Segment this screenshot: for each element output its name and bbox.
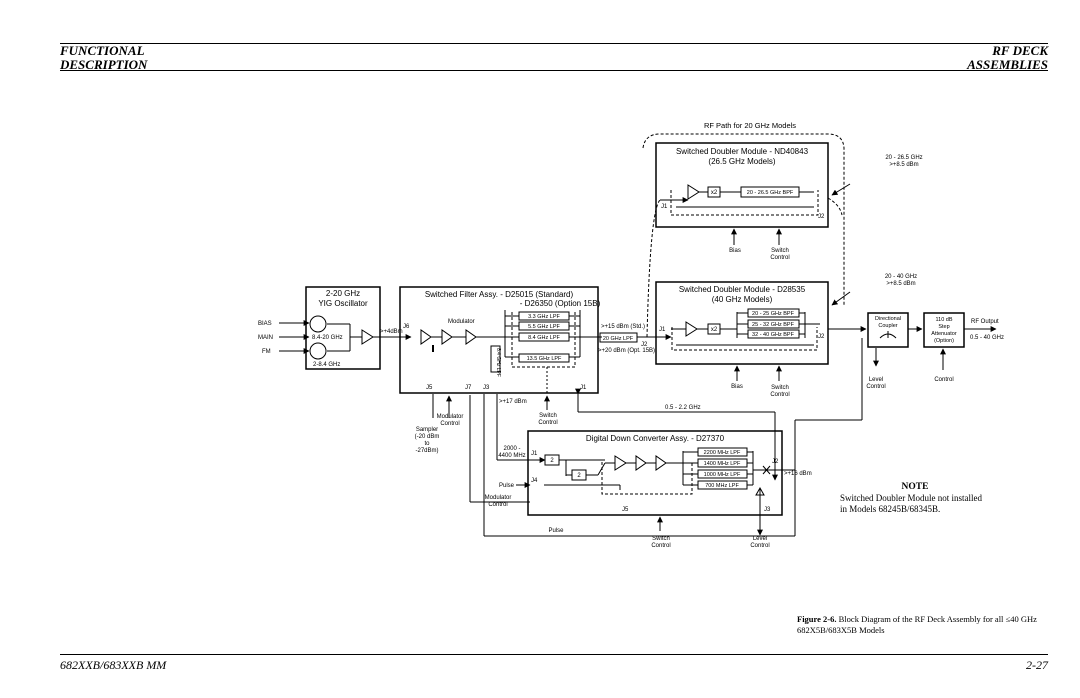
d2-bpf2-label: 25 - 32 GHz BPF <box>752 322 794 328</box>
atten-l1: 110 dB <box>935 317 953 323</box>
note-box <box>840 482 1030 515</box>
sf-title1: Switched Filter Assy. - D25015 (Standard) <box>424 290 574 299</box>
rf-path-label: RF Path for 20 GHz Models <box>703 121 797 130</box>
sf-lpf-out-label: 20 GHz LPF <box>602 336 634 342</box>
sf-out1: >+15 dBm (Std.) <box>601 324 646 330</box>
ddc-in2: 4400 MHz <box>498 453 526 459</box>
coupler-lvl2: Control <box>866 384 886 390</box>
ddc-lpf2-label: 1400 MHz LPF <box>703 461 741 467</box>
header-left-line1: FUNCTIONAL <box>60 43 145 58</box>
sf-sampler1: Sampler <box>415 427 439 433</box>
header-right-line2: ASSEMBLIES <box>967 57 1048 72</box>
yig-band2: 2-8.4 GHz <box>313 362 341 368</box>
note-title: NOTE <box>901 482 929 492</box>
d1-sw2: Control <box>770 255 790 261</box>
yig-fm-label: FM <box>262 349 271 355</box>
sf-modulator: Modulator <box>448 319 475 325</box>
sf-mod-ctrl1: Modulator <box>436 414 464 420</box>
sf-lpf4-label: 13.5 GHz LPF <box>526 356 562 362</box>
ddc-amp3-icon <box>656 456 666 470</box>
d1-bias: Bias <box>729 248 741 254</box>
ddc-lpf4-label: 700 MHz LPF <box>705 483 739 489</box>
d1-j1: J1 <box>661 204 668 210</box>
note-line2: in Models 68245B/68345B. <box>840 504 941 514</box>
d1-out2: >+8.5 dBm <box>889 162 919 168</box>
ddc-sw1: Switch <box>652 536 670 542</box>
sf-sw-ctrl1: Switch <box>539 413 557 419</box>
coupler-l2: Coupler <box>878 323 898 329</box>
yig-bias-label: BIAS <box>258 321 272 327</box>
sf-sampler4: -27dBm) <box>415 448 439 454</box>
yig-out-level: >+4dBm <box>380 329 403 335</box>
d2-x2-label: x2 <box>710 327 718 333</box>
d1-title1: Switched Doubler Module - ND40843 <box>675 147 809 156</box>
ddc-j5: J5 <box>622 507 629 513</box>
sf-j7: J7 <box>465 385 472 391</box>
sf-j6: J6 <box>403 324 410 330</box>
sf-sampler3: to <box>424 441 430 447</box>
ddc-div2-label: 2 <box>577 473 581 479</box>
yig-low-osc-icon <box>310 343 326 359</box>
sf-lpf3-label: 8.4 GHz LPF <box>528 335 560 341</box>
d2-out2: >+8.5 dBm <box>886 281 916 287</box>
sf-lpf2-label: 5.5 GHz LPF <box>528 324 560 330</box>
d1-out1: 20 - 26.5 GHz <box>885 155 923 161</box>
d2-bias: Bias <box>731 384 743 390</box>
sf-j3-level: >+17 dBm <box>499 399 527 405</box>
ddc-amp2-icon <box>636 456 646 470</box>
ddc-sw2: Control <box>651 543 671 549</box>
note-line1: Switched Doubler Module not installed <box>840 493 982 503</box>
figure-caption-text: Block Diagram of the RF Deck Assembly for all ≤40 GHz 682X5B/683X5B Models <box>797 614 1037 635</box>
sf-j1: J1 <box>580 385 587 391</box>
header-right-line1: RF DECK <box>992 43 1048 58</box>
atten-l4: (Option) <box>934 338 954 344</box>
d1-title2: (26.5 GHz Models) <box>708 157 776 166</box>
d2-out1: 20 - 40 GHz <box>884 274 918 280</box>
sf-j1-band: 0.5 - 2.2 GHz <box>665 405 701 411</box>
d1-j2: J2 <box>818 214 825 220</box>
coupler-l1: Directional <box>875 316 901 322</box>
ddc-lpf1-label: 2200 MHz LPF <box>703 450 741 456</box>
d1-x2-label: x2 <box>710 190 718 196</box>
sf-lpf1-label: 3.3 GHz LPF <box>528 314 560 320</box>
ddc-in1: 2000 - <box>503 446 521 452</box>
sf-j3: J3 <box>483 385 490 391</box>
sf-j2: J2 <box>641 342 648 348</box>
ddc-j2: J2 <box>772 459 779 465</box>
rf-output-range: 0.5 - 40 GHz <box>970 335 1005 341</box>
ddc-out: >+16 dBm <box>784 471 812 477</box>
ddc-amp1-icon <box>615 456 626 470</box>
d1-amp-icon <box>688 185 699 199</box>
yig-band1: 8.4-20 GHz <box>312 335 343 341</box>
yig-main-label: MAIN <box>258 335 273 341</box>
d2-j1: J1 <box>659 327 666 333</box>
sf-modulator-icon <box>466 330 476 344</box>
footer-model: 682XXB/683XXB MM <box>60 658 167 672</box>
ddc-j1: J1 <box>531 451 538 457</box>
sf-amp2-icon <box>442 330 452 344</box>
d2-bpf3-label: 32 - 40 GHz BPF <box>752 332 794 338</box>
ddc-pulse: Pulse <box>499 483 515 489</box>
yig-main-osc-icon <box>310 316 326 332</box>
sf-out2: >+20 dBm (Opt. 15B) <box>598 348 656 354</box>
ddc-title: Digital Down Converter Assy. - D27370 <box>585 434 725 443</box>
d2-title1: Switched Doubler Module - D28535 <box>678 285 806 294</box>
ddc-j4: J4 <box>531 478 538 484</box>
sf-amp1-icon <box>421 330 431 344</box>
atten-ctrl: Control <box>934 377 954 383</box>
d1-sw1: Switch <box>771 248 789 254</box>
ddc-div1-label: 2 <box>550 458 554 464</box>
coupler-lvl1: Level <box>868 377 884 383</box>
sf-j5: J5 <box>426 385 433 391</box>
atten-l2: Step <box>938 324 950 330</box>
d2-sw1: Switch <box>771 385 789 391</box>
d2-amp-icon <box>686 322 697 336</box>
ddc-j3: J3 <box>764 507 771 513</box>
sf-lpf-vert-label: 8.4 GHz LPF <box>495 348 501 377</box>
ddc-mod2: Control <box>488 502 508 508</box>
d2-bpf1-label: 20 - 25 GHz BPF <box>752 311 794 317</box>
d2-title2: (40 GHz Models) <box>711 295 773 304</box>
atten-l3: Attenuator <box>931 331 957 337</box>
ddc-mod1: Modulator <box>484 495 512 501</box>
d1-bpf-label: 20 - 26.5 GHz BPF <box>746 190 794 196</box>
ddc-pulse-bottom: Pulse <box>548 528 564 534</box>
header-left-line2: DESCRIPTION <box>60 57 148 72</box>
yig-title2: YIG Oscillator <box>318 299 368 308</box>
footer-page-number: 2-27 <box>1026 658 1048 672</box>
sf-sampler2: (-20 dBm <box>414 434 440 440</box>
d2-sw2: Control <box>770 392 790 398</box>
d2-j2: J2 <box>818 334 825 340</box>
figure-caption <box>797 614 1052 636</box>
sf-sw-ctrl2: Control <box>538 420 558 426</box>
sf-mod-ctrl2: Control <box>440 421 460 427</box>
ddc-lvl1: Level <box>752 536 768 542</box>
rf-output-label: RF Output <box>971 319 999 325</box>
figure-number: Figure 2-6. <box>797 614 837 624</box>
ddc-lpf3-label: 1000 MHz LPF <box>703 472 741 478</box>
yig-title1: 2-20 GHz <box>325 289 361 298</box>
sf-title2: - D26350 (Option 15B) <box>519 299 601 308</box>
ddc-lvl2: Control <box>750 543 770 549</box>
yig-amp-icon <box>362 330 373 344</box>
